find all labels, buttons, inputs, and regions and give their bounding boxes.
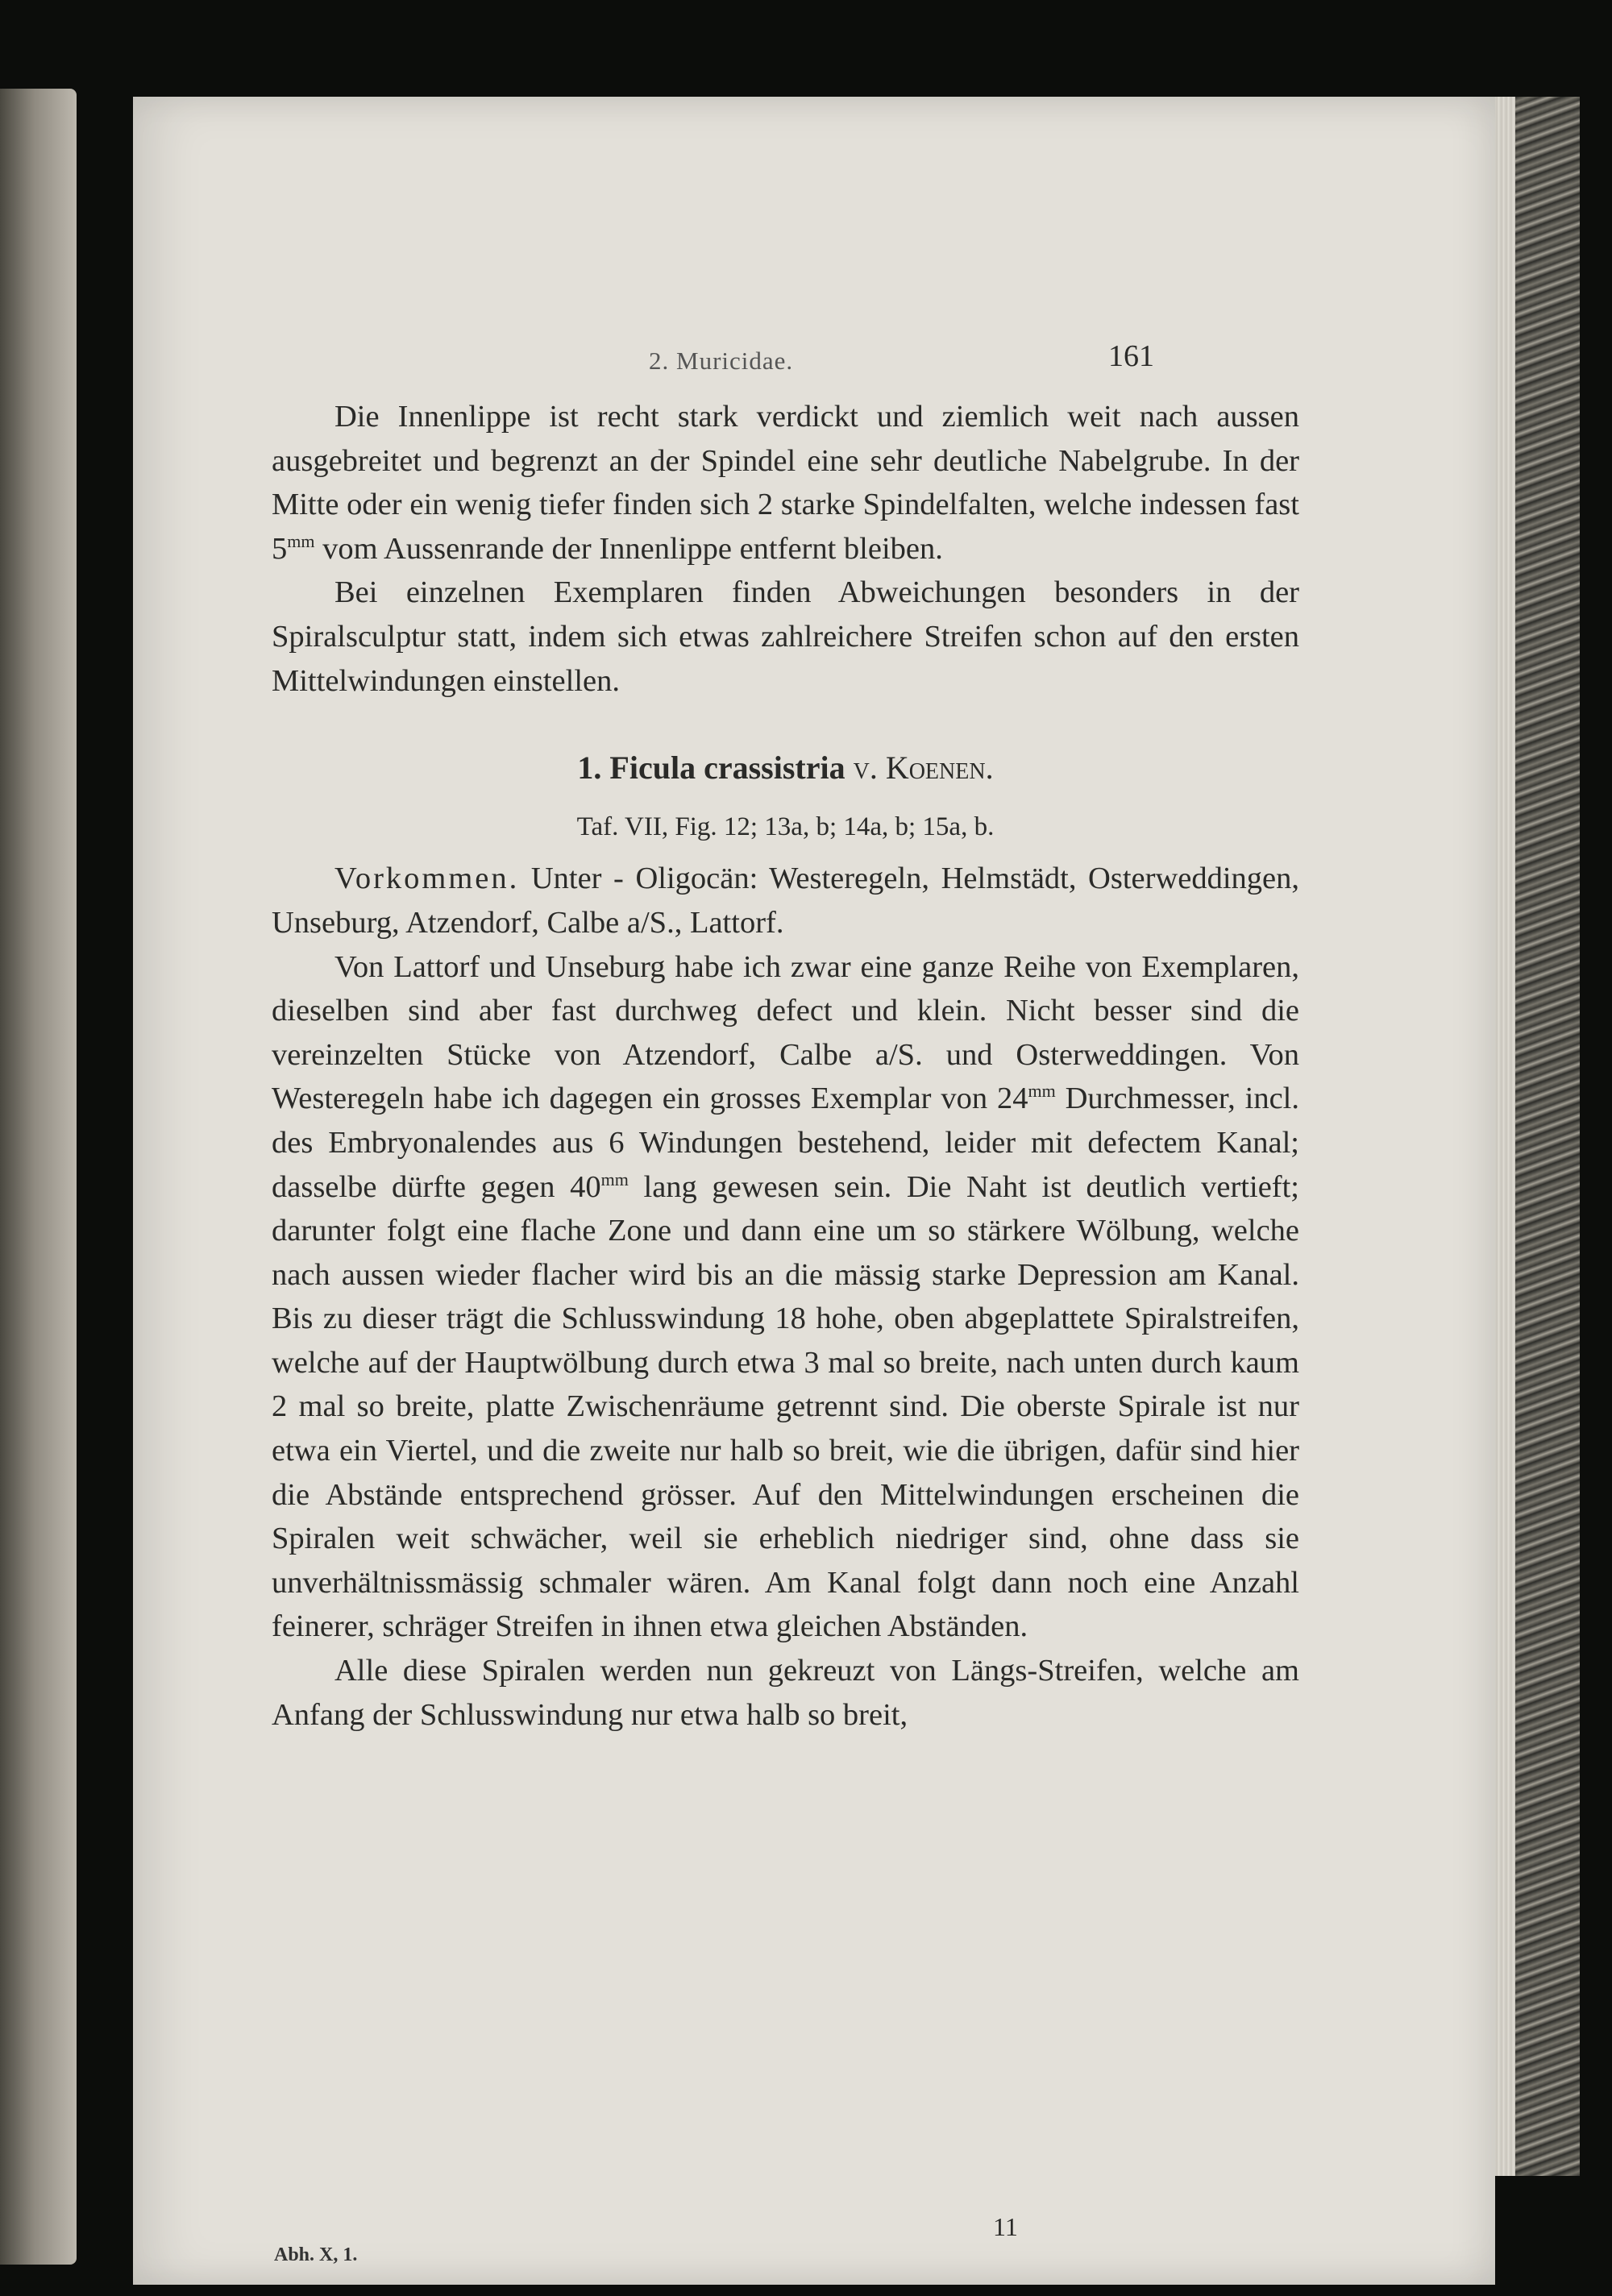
volume-abbreviation: Abh. X, 1. [274, 2244, 358, 2265]
occurrence-label: Vorkommen. [334, 862, 520, 896]
paragraph-occurrence: Vorkommen. Unter - Oligocän: Westeregeln, Helmstädt, Osterweddingen, Unseburg, Atzendorf, Calbe a/S., Lattorf. [272, 862, 1299, 940]
left-page-edge [0, 89, 77, 2265]
running-title: 2. Muricidae. [649, 347, 794, 375]
species-author: v. Koenen. [853, 749, 994, 787]
book-page [133, 97, 1495, 2285]
unit-mm: mm [1028, 1081, 1056, 1102]
sheet-signature: 11 [993, 2212, 1018, 2241]
paragraph-spirals: Alle diese Spiralen werden nun gekreuzt von Längs-Streifen, welche am Anfang der Schlusswindung nur etwa halb so breit, [272, 1654, 1299, 1732]
page-number: 161 [1108, 339, 1154, 373]
unit-mm: mm [600, 1169, 629, 1190]
page-header [133, 338, 1495, 387]
unit-mm: mm [287, 530, 315, 551]
paragraph-description: Von Lattorf und Unseburg habe ich zwar eine ganze Reihe von Exemplaren, dieselben sind aber fast durchweg defect und klein. Nicht besser sind die vereinzelten Stücke von Atzendorf, Calbe a/S. und Osterweddingen. Von Westeregeln habe ich dagegen ein grosses Exemplar von $24^{mm}$ Durchmesser, incl. des Embryonalendes aus 6 Windungen bestehend, leider mit defectem Kanal; dasselbe dürfte gegen $40^{mm}$ lang gewesen sein. Die Naht ist deutlich vertieft; darunter folgt eine flache Zone und dann eine um so stärkere Wölbung, welche nach aussen wieder flacher wird bis an die mässig starke Depression am Kanal. Bis zu dieser trägt die Schlusswindung 18 hohe, oben abgeplattete Spiralstreifen, welche auf der Hauptwölbung durch etwa 3 mal so breite, nach unten durch kaum 2 mal so breite, platte Zwischenräume getrennt sind. Die oberste Spirale ist nur etwa ein Viertel, und die zweite nur halb so breit, wie die übrigen, dafür sind hier die Abstände entsprechend grösser. Auf den Mittelwindungen erscheinen die Spiralen weit schwächer, weil sie erheblich niedriger sind, ohne dass sie unverhältnissmässig schmaler wären. Am Kanal folgt dann noch eine Anzahl feinerer, schräger Streifen in ihnen etwa gleichen Abständen. [272, 949, 1300, 1644]
page-footer [133, 2212, 1495, 2265]
paragraph-inner-lip: Die Innenlippe ist recht stark verdickt und ziemlich weit nach aussen ausgebreitet und begrenzt an der Spindel eine sehr deutliche Nabelgrube. In der Mitte oder ein wenig tiefer finden sich 2 starke Spindelfalten, welche indessen fast $5^{mm}$ vom Aussenrande der Innenlippe entfernt bleiben. [272, 400, 1299, 566]
marbled-book-cover [1515, 97, 1580, 2176]
paragraph-variations: Bei einzelnen Exemplaren finden Abweichungen besonders in der Spiralsculptur statt, indem sich etwas zahlreichere Streifen schon auf den ersten Mittelwindungen einstellen. [272, 575, 1299, 698]
species-heading: 1. Ficula crassistria v. Koenen. [577, 749, 994, 787]
plate-reference: Taf. VII, Fig. 12; 13a, b; 14a, b; 15a, b. [576, 812, 995, 841]
body-text [272, 395, 1299, 1737]
